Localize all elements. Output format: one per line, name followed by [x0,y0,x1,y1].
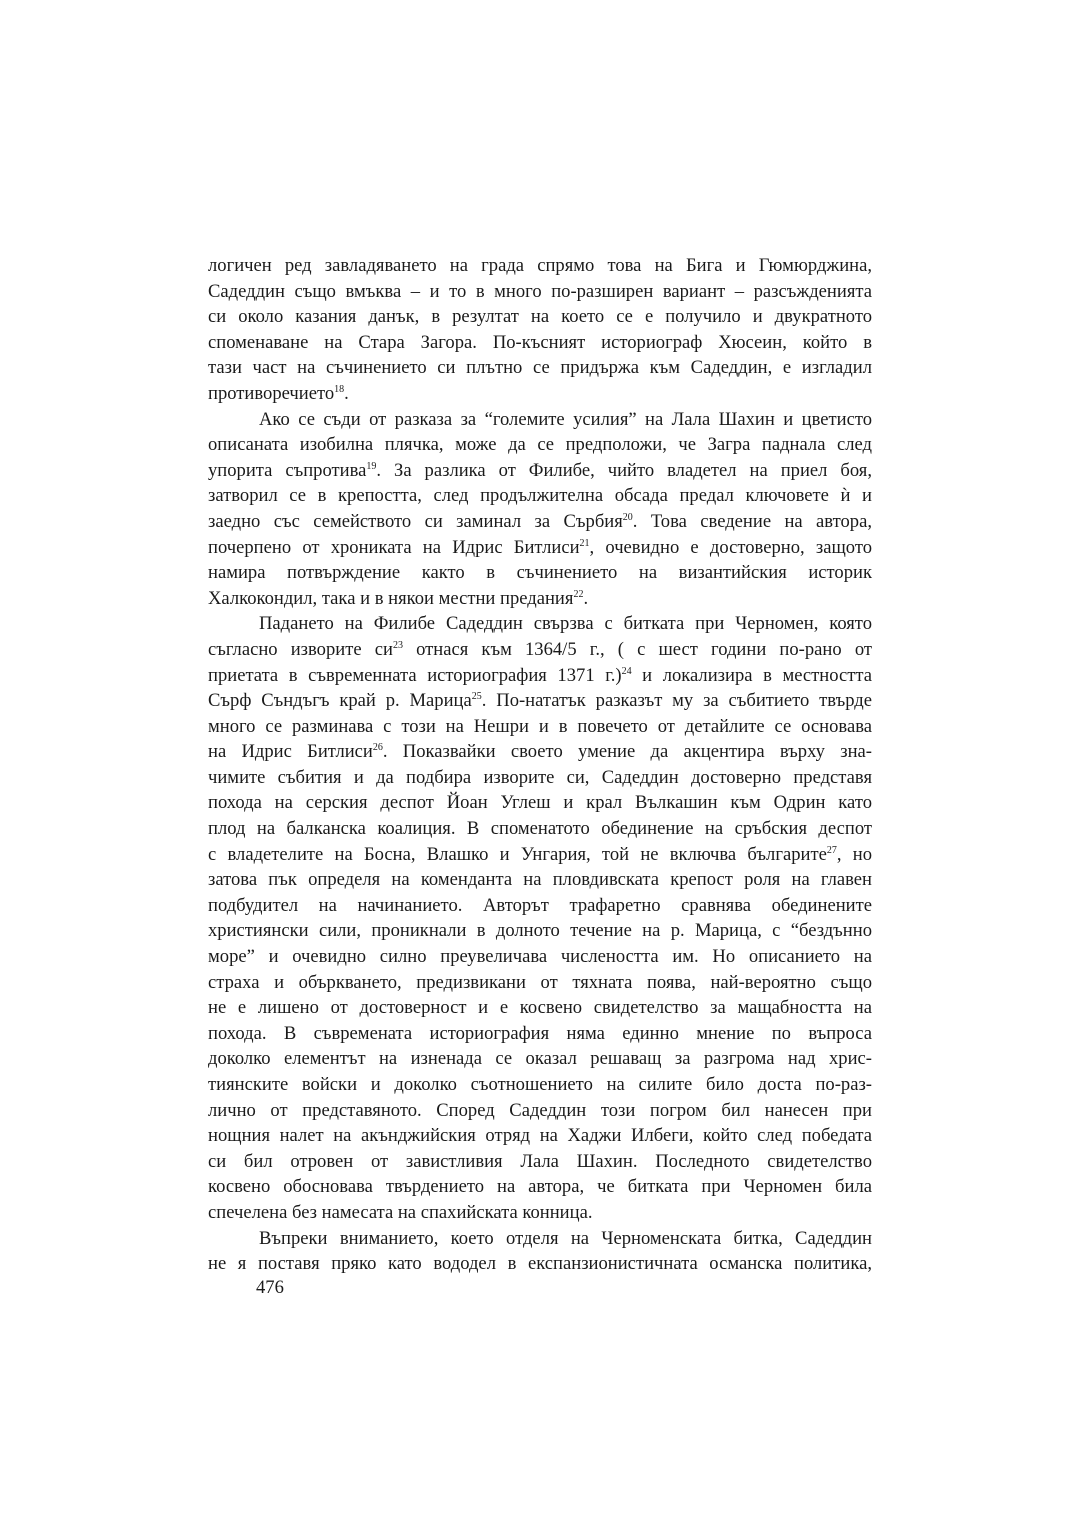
text-line [208,1123,872,1149]
text-run: . Показвайки своето умение да акцентира върху зна- [382,741,872,763]
text-run: . По-нататък разказът му за събитието твърде [481,690,872,712]
text-run: отнася към 1364/5 г., ( с шест години по-рано от [402,638,872,660]
text-line [208,535,872,561]
text-line [208,407,872,433]
text-line [208,560,872,586]
text-line [208,509,872,535]
text-run: и локализира в местността [631,664,873,686]
text-run: Падането на Филибе Садеддин свързва с битката при Черномен, която [259,613,872,635]
footnote-marker[interactable]: 20 [622,511,633,523]
text-run: не е лишено от достоверност и е косвено свидетелство за мащабността на [208,997,872,1019]
text-line [208,458,872,484]
text-line [208,483,872,509]
text-run: Въпреки вниманието, което отделя на Черноменската битка, Садеддин [259,1227,872,1249]
footnote-marker[interactable]: 25 [471,691,482,703]
text-line [208,381,872,407]
text-line [208,355,872,381]
text-line [208,637,872,663]
text-run: доколко елементът на изненада се оказал решаващ за разгрома над хрис- [208,1048,872,1070]
text-line [208,1149,872,1175]
text-line [208,918,872,944]
text-line [208,1072,872,1098]
text-run: си около казания данък, в резултат на което се е получило и двукратното [208,306,872,328]
text-line [208,611,872,637]
text-line [208,714,872,740]
text-line [208,893,872,919]
text-line [208,586,872,612]
text-run: тиянските войски и доколко съотношението на силите било доста по-раз- [208,1074,872,1095]
text-run: много се разминава с този на Нешри и в повечето от детайлите се основава [208,715,872,737]
text-run: плод на балканска коалиция. В споменатото обединение на сръбския деспот [208,818,872,840]
text-line [208,253,872,279]
text-line [208,1098,872,1124]
text-line [208,1226,872,1252]
text-run: заедно със семейството си заминал за Сърбия [208,510,623,532]
text-run: с владетелите на Босна, Влашко и Унгария, той не включва българите [208,843,827,865]
footnote-marker[interactable]: 18 [334,383,345,395]
text-run: почерпено от хрониката на Идрис Битлиси [208,536,580,558]
text-run: затворил се в крепостта, след продължителна обсада предал ключовете ѝ и [208,485,872,507]
text-run: . Това сведение на автора, [632,510,873,532]
text-line [208,1251,872,1277]
text-run: Садеддин също вмъква – и то в много по-разширен вариант – разсъжденията [208,280,872,302]
text-line [208,1200,872,1226]
text-line [208,970,872,996]
text-line [208,739,872,765]
text-run: похода на серския деспот Йоан Углеш и крал Вълкашин към Одрин като [208,792,872,814]
text-run: логичен ред завладяването на града спрямо това на Бига и Гюмюрджина, [208,255,872,276]
text-run: . [583,587,589,609]
text-line [208,279,872,305]
text-run: си бил отровен от завистливия Лала Шахин. Последното свидетелство [208,1150,872,1172]
text-run: намира потвърждение както в съчинението на византийския историк [208,562,872,584]
text-run: Сърф Съндъгъ край р. Марица [208,690,472,712]
text-run: подбудител на начинанието. Авторът трафаретно сравнява обединените [208,894,872,916]
text-run: нощния налет на акънджийския отряд на Хаджи Илбеги, който след победата [208,1125,872,1147]
text-run: тази част на съчинението си плътно се придържа към Садеддин, е изгладил [208,357,872,379]
text-run: . За разлика от Филибе, чийто владетел на приел боя, [376,459,873,481]
text-run: затова пък определя на коменданта на пловдивската крепост роля на главен [208,869,872,891]
text-run: Халкокондил, така и в някои местни предания [208,587,574,609]
text-line [208,663,872,689]
text-run: лично от представяното. Според Садеддин този погром бил нанесен при [208,1099,872,1121]
text-run: споменаване на Стара Загора. По-късният историограф Хюсеин, който в [208,331,872,353]
text-run: косвено обосновава твърдението на автора, че битката при Черномен била [208,1176,872,1198]
footnote-marker[interactable]: 21 [579,537,590,549]
text-run: на Идрис Битлиси [208,741,373,763]
text-run: съгласно изворите си [208,638,393,660]
text-line [208,842,872,868]
text-line [208,765,872,791]
text-run: . [344,382,349,404]
footnote-marker[interactable]: 23 [392,639,403,651]
text-run: чимите събития и да подбира изворите си, Садеддин достоверно представя [208,766,872,788]
text-run: , но [836,843,872,865]
text-line [208,688,872,714]
text-run: противоречието [208,382,335,404]
text-run: похода. В съвремената историография няма единно мнение по въпроса [208,1022,872,1044]
text-line [208,1046,872,1072]
text-run: Ако се съди от разказа за “големите усилия” на Лала Шахин и цветисто [259,408,872,430]
page-number: 476 [256,1277,284,1298]
text-line [208,995,872,1021]
text-line [208,790,872,816]
text-line [208,867,872,893]
footnote-marker[interactable]: 19 [366,460,377,472]
text-line [208,330,872,356]
text-run: приетата в съвременната историография 1371 г.) [208,664,622,686]
footnote-marker[interactable]: 27 [826,844,837,856]
text-line [208,1021,872,1047]
text-line [208,304,872,330]
text-run: упорита съпротива [208,459,367,481]
text-run: , очевидно е достоверно, защото [589,536,872,558]
text-run: християнски сили, проникнали в долното течение на р. Марица, с “бездънно [208,920,872,942]
footnote-marker[interactable]: 24 [621,665,632,677]
text-run: море” и очевидно силно преувеличава числеността им. Но описанието на [208,946,872,968]
text-line [208,816,872,842]
text-run: спечелена без намесата на спахийската конница. [208,1201,593,1223]
page-body-text [208,253,872,1277]
text-line [208,432,872,458]
footnote-marker[interactable]: 22 [573,588,584,600]
text-line [208,944,872,970]
text-run: страха и объркването, предизвикани от тяхната поява, най-вероятно също [208,971,872,993]
footnote-marker[interactable]: 26 [372,742,383,754]
text-line [208,1174,872,1200]
text-run: описаната изобилна плячка, може да се предположи, че Загра паднала след [208,434,872,456]
text-run: не я поставя пряко като вододел в експанзионистичната османска политика, [208,1253,872,1275]
